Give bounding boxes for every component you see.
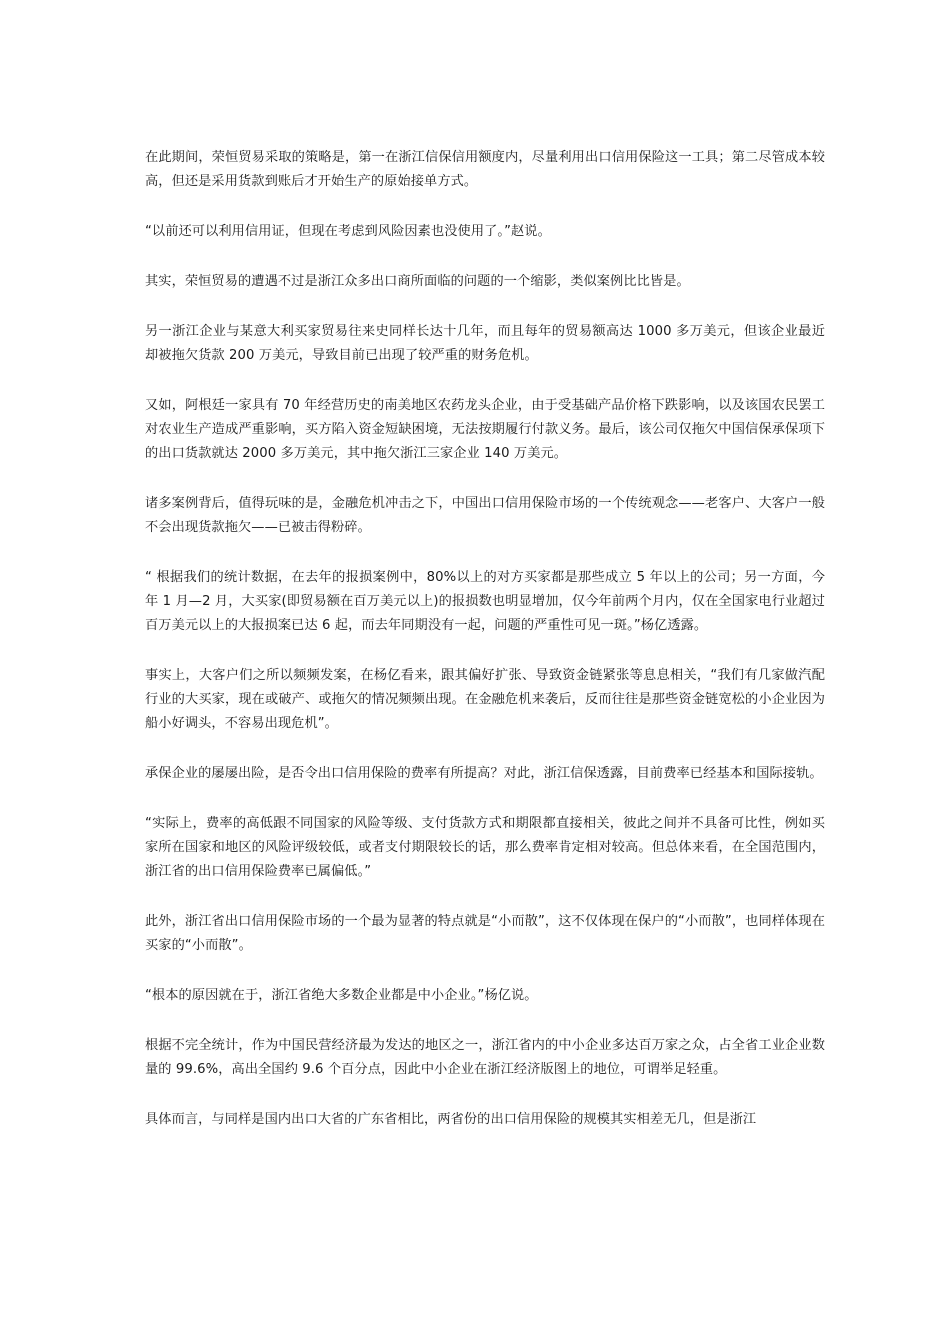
paragraph-13: 根据不完全统计，作为中国民营经济最为发达的地区之一，浙江省内的中小企业多达百万家之众，占全省工业企业数量的 99.6%，高出全国约 9.6 个百分点，因此中小企业在浙江经济版图上的地位，可谓举足轻重。 <box>145 1038 825 1077</box>
document-page <box>145 146 825 1158</box>
paragraph-11: 此外，浙江省出口信用保险市场的一个最为显著的特点就是“小而散”，这不仅体现在保户的“小而散”，也同样体现在买家的“小而散”。 <box>145 914 825 953</box>
paragraph-5: 又如，阿根廷一家具有 70 年经营历史的南美地区农药龙头企业，由于受基础产品价格下跌影响，以及该国农民罢工对农业生产造成严重影响，买方陷入资金短缺困境，无法按期履行付款义务。最后，该公司仅拖欠中国信保承保项下的出口货款就达 2000 多万美元，其中拖欠浙江三家企业 140 万美元。 <box>145 398 825 461</box>
paragraph-4: 另一浙江企业与某意大利买家贸易往来史同样长达十几年，而且每年的贸易额高达 1000 多万美元，但该企业最近却被拖欠货款 200 万美元，导致目前已出现了较严重的财务危机。 <box>145 324 825 363</box>
paragraph-10: “实际上，费率的高低跟不同国家的风险等级、支付货款方式和期限都直接相关，彼此之间并不具备可比性，例如买家所在国家和地区的风险评级较低，或者支付期限较长的话，那么费率肯定相对较高。但总体来看，在全国范围内，浙江省的出口信用保险费率已属偏低。” <box>145 816 825 879</box>
paragraph-6: 诸多案例背后，值得玩味的是，金融危机冲击之下，中国出口信用保险市场的一个传统观念——老客户、大客户一般不会出现货款拖欠——已被击得粉碎。 <box>145 496 825 535</box>
paragraph-7: “ 根据我们的统计数据，在去年的报损案例中，80%以上的对方买家都是那些成立 5 年以上的公司；另一方面，今年 1 月—2 月，大买家(即贸易额在百万美元以上)的报损数也明显增加，仅今年前两个月内，仅在全国家电行业超过百万美元以上的大报损案已达 6 起，而去年同期没有一起，问题的严重性可见一斑。”杨亿透露。 <box>145 570 825 633</box>
paragraph-9: 承保企业的屡屡出险，是否令出口信用保险的费率有所提高？对此，浙江信保透露，目前费率已经基本和国际接轨。 <box>145 766 823 781</box>
paragraph-8: 事实上，大客户们之所以频频发案，在杨亿看来，跟其偏好扩张、导致资金链紧张等息息相关，“我们有几家做汽配行业的大买家，现在或破产、或拖欠的情况频频出现。在金融危机来袭后，反而往往是那些资金链宽松的小企业因为船小好调头，不容易出现危机”。 <box>145 668 825 731</box>
paragraph-3: 其实，荣恒贸易的遭遇不过是浙江众多出口商所面临的问题的一个缩影，类似案例比比皆是。 <box>145 274 690 289</box>
paragraph-14: 具体而言，与同样是国内出口大省的广东省相比，两省份的出口信用保险的规模其实相差无几，但是浙江 <box>145 1112 757 1127</box>
paragraph-1: 在此期间，荣恒贸易采取的策略是，第一在浙江信保信用额度内，尽量利用出口信用保险这一工具；第二尽管成本较高，但还是采用货款到账后才开始生产的原始接单方式。 <box>145 150 825 189</box>
paragraph-2: “以前还可以利用信用证，但现在考虑到风险因素也没使用了。”赵说。 <box>145 224 551 239</box>
paragraph-12: “根本的原因就在于，浙江省绝大多数企业都是中小企业。”杨亿说。 <box>145 988 538 1003</box>
